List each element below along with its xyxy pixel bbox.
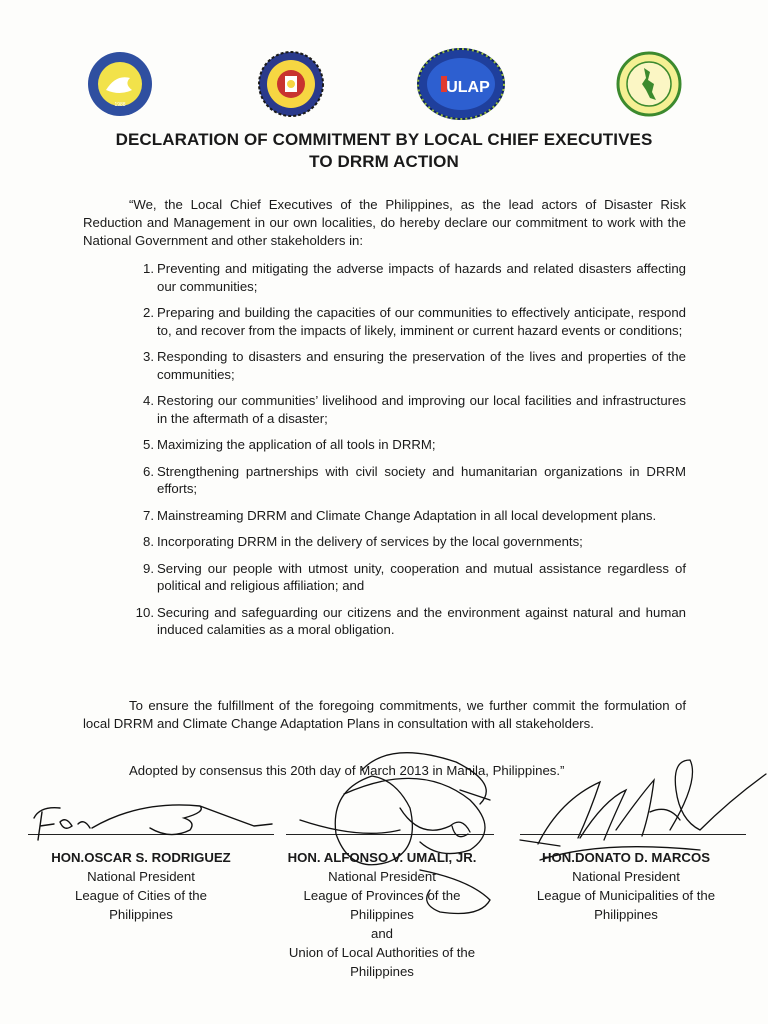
item-number: 5.	[143, 437, 154, 452]
signature-line-2	[286, 834, 494, 835]
signature-line-3	[520, 834, 746, 835]
item-number: 8.	[143, 534, 154, 549]
adopted-statement: Adopted by consensus this 20th day of March 2013 in Manila, Philippines.”	[129, 763, 565, 778]
intro-paragraph	[83, 196, 686, 250]
signatory-org-line: Philippines	[350, 964, 414, 979]
signatory-org-line: and	[370, 926, 393, 941]
signatory-title: National President	[328, 869, 436, 884]
item-number: 9.	[143, 560, 154, 576]
league-of-cities-seal	[86, 50, 154, 118]
signature-line-1	[28, 834, 274, 835]
item-text: Strengthening partnerships with civil society and humanitarian organizations in DRRM efforts;	[157, 463, 686, 496]
item-number: 4.	[143, 393, 154, 408]
signatory-marcos	[524, 848, 728, 924]
title-line-2: TO DRRM ACTION	[309, 152, 459, 171]
signatory-rodriguez	[38, 848, 244, 924]
item-text: Restoring our communities’ livelihood and improving our local facilities and infrastructures in the aftermath of a disaster;	[157, 393, 686, 426]
signatory-title: National President	[572, 869, 680, 884]
signatory-umali	[270, 848, 494, 981]
list-item	[130, 304, 686, 339]
header-logos	[0, 46, 768, 126]
signatory-org-line: League of Provinces of the	[303, 888, 461, 903]
signatory-name: HON. ALFONSO V. UMALI, JR.	[287, 850, 477, 865]
list-item	[130, 604, 686, 639]
document-title	[0, 129, 768, 173]
item-text: Serving our people with utmost unity, cooperation and mutual assistance regardless of political and religious affiliation; and	[157, 560, 686, 593]
seal-year: 1988	[114, 102, 126, 108]
intro-text: “We, the Local Chief Executives of the Philippines, as the lead actors of Disaster Risk Reduction and Management in our own localities, do hereby declare our commitment to work with the National Government and other stakeholders in:	[83, 197, 686, 248]
title-line-1: DECLARATION OF COMMITMENT BY LOCAL CHIEF EXECUTIVES	[115, 130, 653, 149]
item-text: Maximizing the application of all tools in DRRM;	[157, 437, 436, 452]
item-text: Responding to disasters and ensuring the preservation of the lives and properties of the communities;	[157, 349, 686, 382]
item-number: 1.	[143, 261, 154, 276]
signatory-title: National President	[87, 869, 195, 884]
list-item	[130, 463, 686, 498]
closing-text: To ensure the fulfillment of the foregoing commitments, we further commit the formulation of local DRRM and Climate Change Adaptation Plans in consultation with all stakeholders.	[83, 698, 686, 731]
item-number: 3.	[143, 349, 154, 364]
signatory-org-line: League of Municipalities of the	[536, 888, 716, 903]
item-number: 6.	[143, 463, 154, 479]
list-item	[130, 507, 686, 525]
item-text: Preventing and mitigating the adverse impacts of hazards and related disasters affecting our communities;	[157, 261, 686, 294]
list-item	[130, 348, 686, 383]
signatory-org-line: Philippines	[109, 907, 173, 922]
signatory-org-line: Union of Local Authorities of the	[288, 945, 476, 960]
signatory-org-line: League of Cities of the	[75, 888, 207, 903]
ulap-logo	[416, 46, 506, 122]
signatory-org-line: Philippines	[350, 907, 414, 922]
item-text: Preparing and building the capacities of our communities to effectively anticipate, respond to, and recover from the impacts of likely, imminent or current hazard events or conditions;	[157, 305, 686, 338]
list-item	[130, 533, 686, 551]
closing-paragraph	[83, 697, 686, 733]
republic-seal	[258, 48, 324, 120]
item-text: Mainstreaming DRRM and Climate Change Adaptation in all local development plans.	[157, 507, 657, 523]
ulap-text: ULAP	[446, 79, 490, 96]
commitment-list	[130, 260, 686, 639]
signatory-name: HON.DONATO D. MARCOS	[541, 850, 711, 865]
league-of-municipalities-seal	[616, 50, 682, 118]
list-item	[130, 560, 686, 595]
item-text: Incorporating DRRM in the delivery of services by the local governments;	[157, 534, 583, 549]
list-item	[130, 260, 686, 295]
list-item	[130, 392, 686, 427]
item-text: Securing and safeguarding our citizens and the environment against natural and human induced calamities as a moral obligation.	[157, 604, 686, 637]
list-item	[130, 436, 686, 454]
item-number: 10.	[135, 604, 154, 620]
item-number: 7.	[143, 507, 154, 523]
signatory-name: HON.OSCAR S. RODRIGUEZ	[51, 850, 231, 865]
signatory-org-line: Philippines	[594, 907, 658, 922]
item-number: 2.	[143, 305, 154, 320]
